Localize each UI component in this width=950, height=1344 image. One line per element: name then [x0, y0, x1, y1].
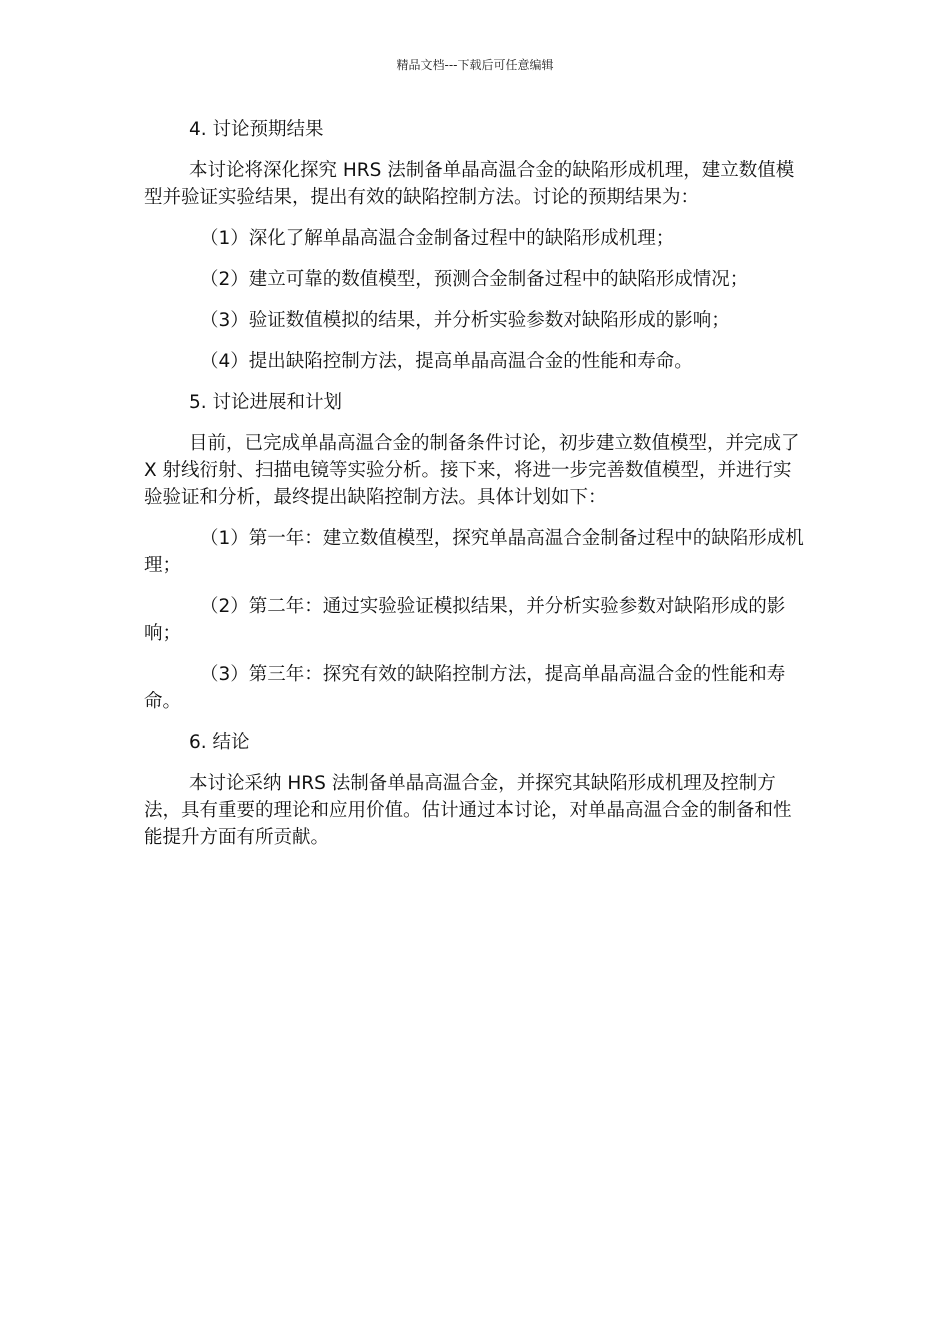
section-5-item-3: （3）第三年：探究有效的缺陷控制方法，提高单晶高温合金的性能和寿命。	[144, 664, 786, 712]
page-header: 精品文档---下载后可任意编辑	[396, 58, 554, 72]
section-5-intro: 目前，已完成单晶高温合金的制备条件讨论，初步建立数值模型，并完成了 X 射线衍射、扫描电镜等实验分析。接下来，将进一步完善数值模型，并进行实验验证和分析，最终提出缺陷控制方法。具体计划如下：	[144, 433, 800, 508]
section-4-item-3: （3）验证数值模拟的结果，并分析实验参数对缺陷形成的影响；	[200, 310, 730, 331]
section-4-intro: 本讨论将深化探究 HRS 法制备单晶高温合金的缺陷形成机理，建立数值模型并验证实验结果，提出有效的缺陷控制方法。讨论的预期结果为：	[144, 160, 795, 208]
section-4-item-4: （4）提出缺陷控制方法，提高单晶高温合金的性能和寿命。	[200, 351, 693, 372]
document-body	[144, 116, 808, 865]
section-5-heading: 5. 讨论进展和计划	[189, 392, 343, 413]
section-6-body: 本讨论采纳 HRS 法制备单晶高温合金，并探究其缺陷形成机理及控制方法，具有重要的理论和应用价值。估计通过本讨论，对单晶高温合金的制备和性能提升方面有所贡献。	[144, 773, 792, 848]
section-4-heading: 4. 讨论预期结果	[189, 119, 324, 140]
section-5-item-2: （2）第二年：通过实验验证模拟结果，并分析实验参数对缺陷形成的影响；	[144, 596, 786, 644]
section-4-item-1: （1）深化了解单晶高温合金制备过程中的缺陷形成机理；	[200, 228, 675, 249]
section-4-item-2: （2）建立可靠的数值模型，预测合金制备过程中的缺陷形成情况；	[200, 269, 749, 290]
section-6-heading: 6. 结论	[189, 732, 250, 753]
section-5-item-1: （1）第一年：建立数值模型，探究单晶高温合金制备过程中的缺陷形成机理；	[144, 528, 804, 576]
